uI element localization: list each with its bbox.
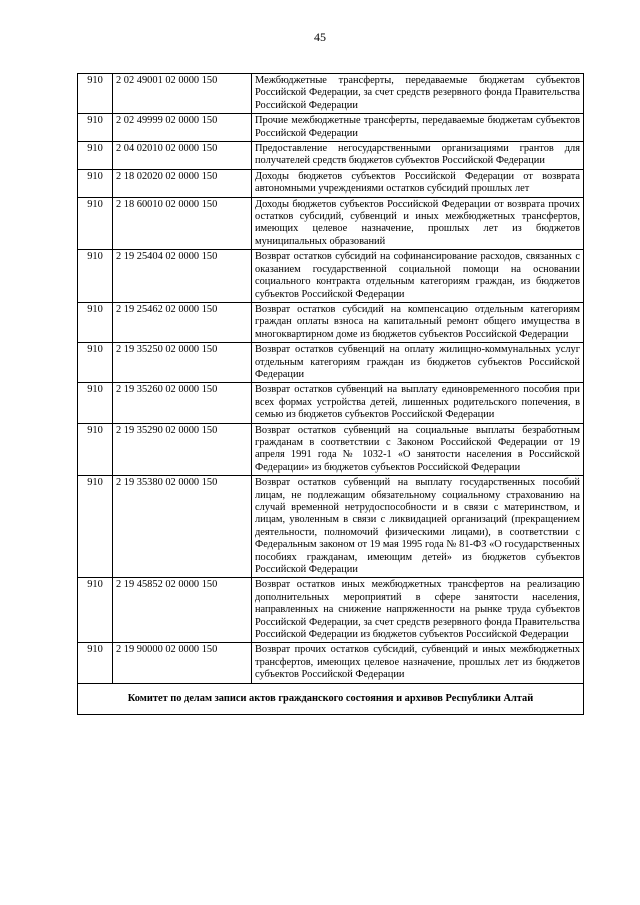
- revenue-code-cell: 2 02 49001 02 0000 150: [113, 74, 252, 114]
- revenue-name-cell: Прочие межбюджетные трансферты, передаваемые бюджетам субъектов Российской Федерации: [252, 114, 584, 142]
- revenue-name-cell: Возврат остатков субвенций на выплату государственных пособий лицам, не подлежащим обязательному социальному страхованию на случай временной нетрудоспособности и в связи с материнством, и лицам, уволенным в связи с ликвидацией организаций (прекращением деятельности, полномочий физическими лицами), в соответствии с Федеральным законом от 19 мая 1995 года № 81-ФЗ «О государственных пособиях гражданам, имеющим детей» из бюджетов субъектов Российской Федерации: [252, 476, 584, 578]
- admin-code-cell: 910: [78, 250, 113, 303]
- revenue-code-cell: 2 18 60010 02 0000 150: [113, 197, 252, 250]
- revenue-code-cell: 2 19 45852 02 0000 150: [113, 578, 252, 643]
- revenue-name-cell: Возврат остатков субвенций на выплату единовременного пособия при всех формах устройства детей, лишенных родительского попечения, в семью из бюджетов субъектов Российской Федерации: [252, 383, 584, 423]
- revenue-code-cell: 2 19 90000 02 0000 150: [113, 643, 252, 683]
- revenue-name-cell: Возврат остатков субвенций на оплату жилищно-коммунальных услуг отдельным категориям граждан из бюджетов субъектов Российской Федерации: [252, 343, 584, 383]
- revenue-name-cell: Возврат остатков субсидий на компенсацию отдельным категориям граждан оплаты взноса на капитальный ремонт общего имущества в многоквартирном доме из бюджетов субъектов Российской Федерации: [252, 302, 584, 342]
- admin-code-cell: 910: [78, 74, 113, 114]
- admin-code-cell: 910: [78, 169, 113, 197]
- table-row: [78, 643, 584, 683]
- revenue-code-cell: 2 19 35260 02 0000 150: [113, 383, 252, 423]
- admin-code-cell: 910: [78, 343, 113, 383]
- budget-classification-table: [77, 73, 584, 715]
- table-row: [78, 476, 584, 578]
- revenue-name-cell: Возврат остатков субвенций на социальные выплаты безработным гражданам в соответствии с Законом Российской Федерации от 19 апреля 1991 года № 1032-1 «О занятости населения в Российской Федерации» из бюджетов субъектов Российской Федерации: [252, 423, 584, 476]
- revenue-name-cell: Возврат остатков субсидий на софинансирование расходов, связанных с оказанием государственной социальной помощи на основании социального контракта отдельным категориям граждан, из бюджетов субъектов Российской Федерации: [252, 250, 584, 303]
- table-row: [78, 250, 584, 303]
- revenue-code-cell: 2 19 35380 02 0000 150: [113, 476, 252, 578]
- revenue-code-cell: 2 19 35290 02 0000 150: [113, 423, 252, 476]
- revenue-code-cell: 2 18 02020 02 0000 150: [113, 169, 252, 197]
- table-row: [78, 578, 584, 643]
- table-row: [78, 114, 584, 142]
- admin-code-cell: 910: [78, 142, 113, 170]
- revenue-code-cell: 2 19 25462 02 0000 150: [113, 302, 252, 342]
- section-header: Комитет по делам записи актов гражданского состояния и архивов Республики Алтай: [78, 683, 584, 714]
- table-row: [78, 197, 584, 250]
- admin-code-cell: 910: [78, 476, 113, 578]
- revenue-name-cell: Возврат остатков иных межбюджетных трансфертов на реализацию дополнительных мероприятий в сфере занятости населения, направленных на снижение напряженности на рынке труда субъектов Российской Федерации, за счет средств резервного фонда Правительства Российской Федерации из бюджетов субъектов Российской Федерации: [252, 578, 584, 643]
- page-number: 45: [314, 30, 326, 44]
- admin-code-cell: 910: [78, 197, 113, 250]
- revenue-name-cell: Доходы бюджетов субъектов Российской Федерации от возврата автономными учреждениями остатков субсидий прошлых лет: [252, 169, 584, 197]
- admin-code-cell: 910: [78, 423, 113, 476]
- revenue-name-cell: Доходы бюджетов субъектов Российской Федерации от возврата прочих остатков субсидий, субвенций и иных межбюджетных трансфертов, имеющих целевое назначение, прошлых лет из бюджетов муниципальных образований: [252, 197, 584, 250]
- admin-code-cell: 910: [78, 643, 113, 683]
- table-row: [78, 343, 584, 383]
- revenue-name-cell: Возврат прочих остатков субсидий, субвенций и иных межбюджетных трансфертов, имеющих целевое назначение, прошлых лет из бюджетов субъектов Российской Федерации: [252, 643, 584, 683]
- revenue-code-cell: 2 02 49999 02 0000 150: [113, 114, 252, 142]
- table-row: [78, 423, 584, 476]
- table-row: [78, 142, 584, 170]
- section-header-row: [78, 683, 584, 714]
- revenue-code-cell: 2 04 02010 02 0000 150: [113, 142, 252, 170]
- revenue-code-cell: 2 19 25404 02 0000 150: [113, 250, 252, 303]
- admin-code-cell: 910: [78, 578, 113, 643]
- revenue-name-cell: Предоставление негосударственными организациями грантов для получателей средств бюджетов субъектов Российской Федерации: [252, 142, 584, 170]
- admin-code-cell: 910: [78, 383, 113, 423]
- admin-code-cell: 910: [78, 114, 113, 142]
- table-row: [78, 169, 584, 197]
- revenue-name-cell: Межбюджетные трансферты, передаваемые бюджетам субъектов Российской Федерации, за счет средств резервного фонда Правительства Российской Федерации: [252, 74, 584, 114]
- table-row: [78, 74, 584, 114]
- table-row: [78, 302, 584, 342]
- table-row: [78, 383, 584, 423]
- admin-code-cell: 910: [78, 302, 113, 342]
- revenue-code-cell: 2 19 35250 02 0000 150: [113, 343, 252, 383]
